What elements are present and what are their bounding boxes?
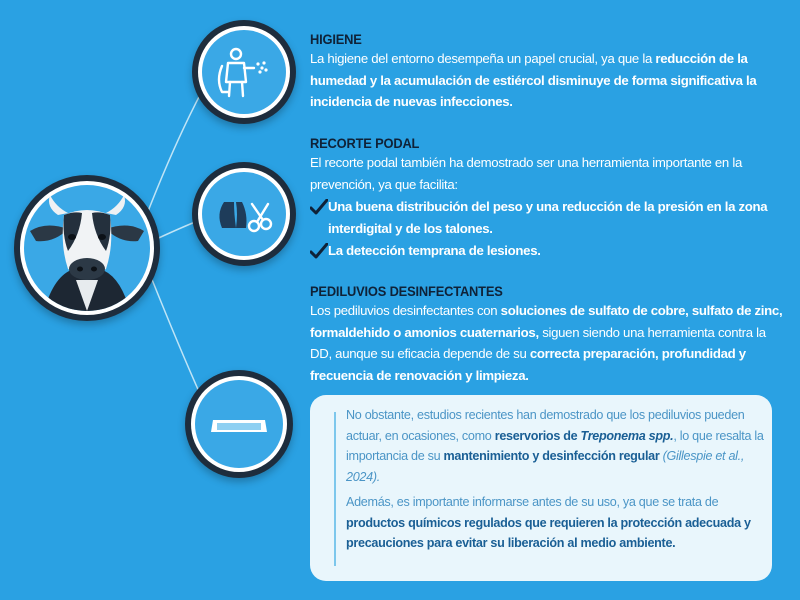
note-box <box>310 395 772 581</box>
highlight-text: productos químicos regulados que requieren la protección adecuada y precauciones para evitar su liberación al medio ambiente. <box>346 515 751 550</box>
footbath-tray-icon <box>195 380 283 468</box>
species-name: Treponema spp. <box>580 428 674 443</box>
citation: (Gillespie et al., 2024). <box>346 449 745 484</box>
person-spraying-icon <box>202 30 286 114</box>
note-accent-bar <box>334 412 336 566</box>
highlight-text: mantenimiento y desinfección regular <box>443 449 660 463</box>
text-run: Además, es importante informarse antes de su uso, ya que se trata de <box>346 495 719 509</box>
section-title: PEDILUVIOS DESINFECTANTES <box>310 283 503 299</box>
text-run: , lo que resalta la importancia de su <box>346 428 764 463</box>
highlight-text: reservorios de <box>494 428 581 443</box>
checkmark-icon <box>310 243 328 259</box>
section-pediluvios <box>310 283 790 386</box>
section-title: RECORTE PODAL <box>310 135 420 151</box>
text-run: siguen siendo una herramienta contra la DD, aunque su eficacia depende de su <box>310 324 766 361</box>
section-text: El recorte podal también ha demostrado ser una herramienta importante en la prevención, ya que facilita: <box>310 155 742 192</box>
highlight-text: soluciones de sulfato de cobre, sulfato de zinc, formaldehido o amonios cuaternarios, <box>310 303 783 340</box>
hoof-scissors-icon <box>202 172 286 256</box>
section-higiene <box>310 31 790 113</box>
note-paragraph <box>346 492 764 554</box>
section-title: HIGIENE <box>310 31 362 47</box>
text-run: Los pediluvios desinfectantes con <box>310 303 501 318</box>
footbath-circle <box>185 370 293 478</box>
list-item-text: La detección temprana de lesiones. <box>328 243 541 258</box>
highlight-text: reducción de la humedad y la acumulación de estiércol disminuye de forma significativa la incidencia de nuevas infecciones. <box>310 51 757 109</box>
section-text <box>310 48 790 113</box>
cow-circle <box>14 175 160 321</box>
checkmark-icon <box>310 199 328 215</box>
hygiene-circle <box>192 20 296 124</box>
note-paragraph <box>346 405 764 487</box>
list-item-text: Una buena distribución del peso y una reducción de la presión en la zona interdigital y de los talones. <box>328 199 768 236</box>
section-recorte-podal <box>310 135 790 262</box>
note-text <box>346 405 764 554</box>
list-item <box>310 240 790 262</box>
highlight-text: correcta preparación, profundidad y frecuencia de renovación y limpieza. <box>310 346 746 383</box>
text-run: La higiene del entorno desempeña un papel crucial, ya que la <box>310 51 656 66</box>
list-item <box>310 196 790 239</box>
hoof-trimming-circle <box>192 162 296 266</box>
section-text <box>310 300 790 386</box>
cow-head-icon <box>24 185 150 311</box>
text-run: No obstante, estudios recientes han demostrado que los pediluvios pueden actuar, en ocasiones, como <box>346 408 745 443</box>
